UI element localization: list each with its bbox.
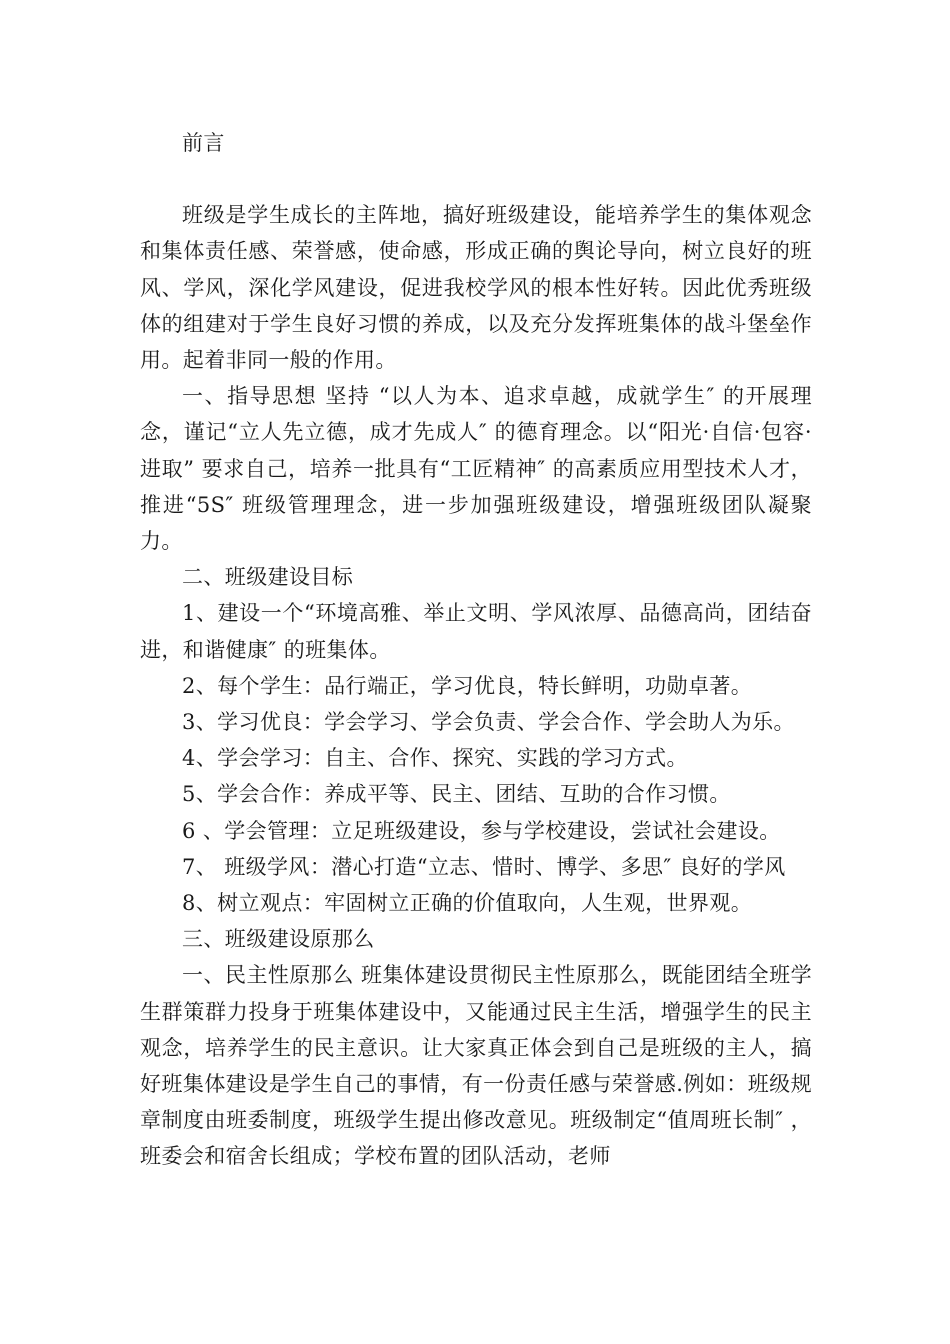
goal-item-7: 7、 班级学风：潜心打造“立志、惜时、博学、多思″ 良好的学风 <box>182 854 786 879</box>
section-heading-principles: 三、班级建设原那么 <box>182 927 375 952</box>
document-heading: 前言 <box>182 131 225 155</box>
goal-item-1: 1、建设一个“环境高雅、举止文明、学风浓厚、品德高尚，团结奋进，和谐健康″ 的班集体。 <box>140 601 812 662</box>
paragraph-intro: 班级是学生成长的主阵地，搞好班级建设，能培养学生的集体观念和集体责任感、荣誉感，使命感，形成正确的舆论导向，树立良好的班风、学风，深化学风建设，促进我校学风的根本性好转。因此优秀班级体的组建对于学生良好习惯的养成，以及充分发挥班集体的战斗堡垒作用。起着非同一般的作用。 <box>140 203 812 373</box>
goal-item-8: 8、树立观点：牢固树立正确的价值取向，人生观，世界观。 <box>182 891 753 916</box>
goal-item-6: 6 、学会管理：立足班级建设，参与学校建设，尝试社会建设。 <box>182 818 781 843</box>
goal-item-2: 2、每个学生：品行端正，学习优良，特长鲜明，功勋卓著。 <box>182 673 753 698</box>
goal-item-3: 3、学习优良：学会学习、学会负责、学会合作、学会助人为乐。 <box>182 710 795 735</box>
paragraph-guiding-ideology: 一、指导思想 坚持 “以人为本、追求卓越，成就学生″ 的开展理念，谨记“立人先立德，成才先成人″ 的德育理念。以“阳光·自信·包容·进取” 要求自己，培养一批具有“工匠精神″ 的高素质应用型技术人才，推进“5S″ 班级管理理念，进一步加强班级建设，增强班级团队凝聚力。 <box>140 384 812 554</box>
paragraph-democratic-principle: 一、民主性原那么 班集体建设贯彻民主性原那么，既能团结全班学生群策群力投身于班集体建设中，又能通过民主生活，增强学生的民主观念，培养学生的民主意识。让大家真正体会到自己是班级的主人，搞好班集体建设是学生自己的事情，有一份责任感与荣誉感.例如：班级规章制度由班委制度，班级学生提出修改意见。班级制定“值周班长制″ ，班委会和宿舍长组成；学校布置的团队活动，老师 <box>140 963 812 1169</box>
document-body <box>140 125 812 1175</box>
goal-item-5: 5、学会合作：养成平等、民主、团结、互助的合作习惯。 <box>182 782 731 807</box>
section-heading-goals: 二、班级建设目标 <box>182 565 354 590</box>
goal-item-4: 4、学会学习：自主、合作、探究、实践的学习方式。 <box>182 746 688 771</box>
